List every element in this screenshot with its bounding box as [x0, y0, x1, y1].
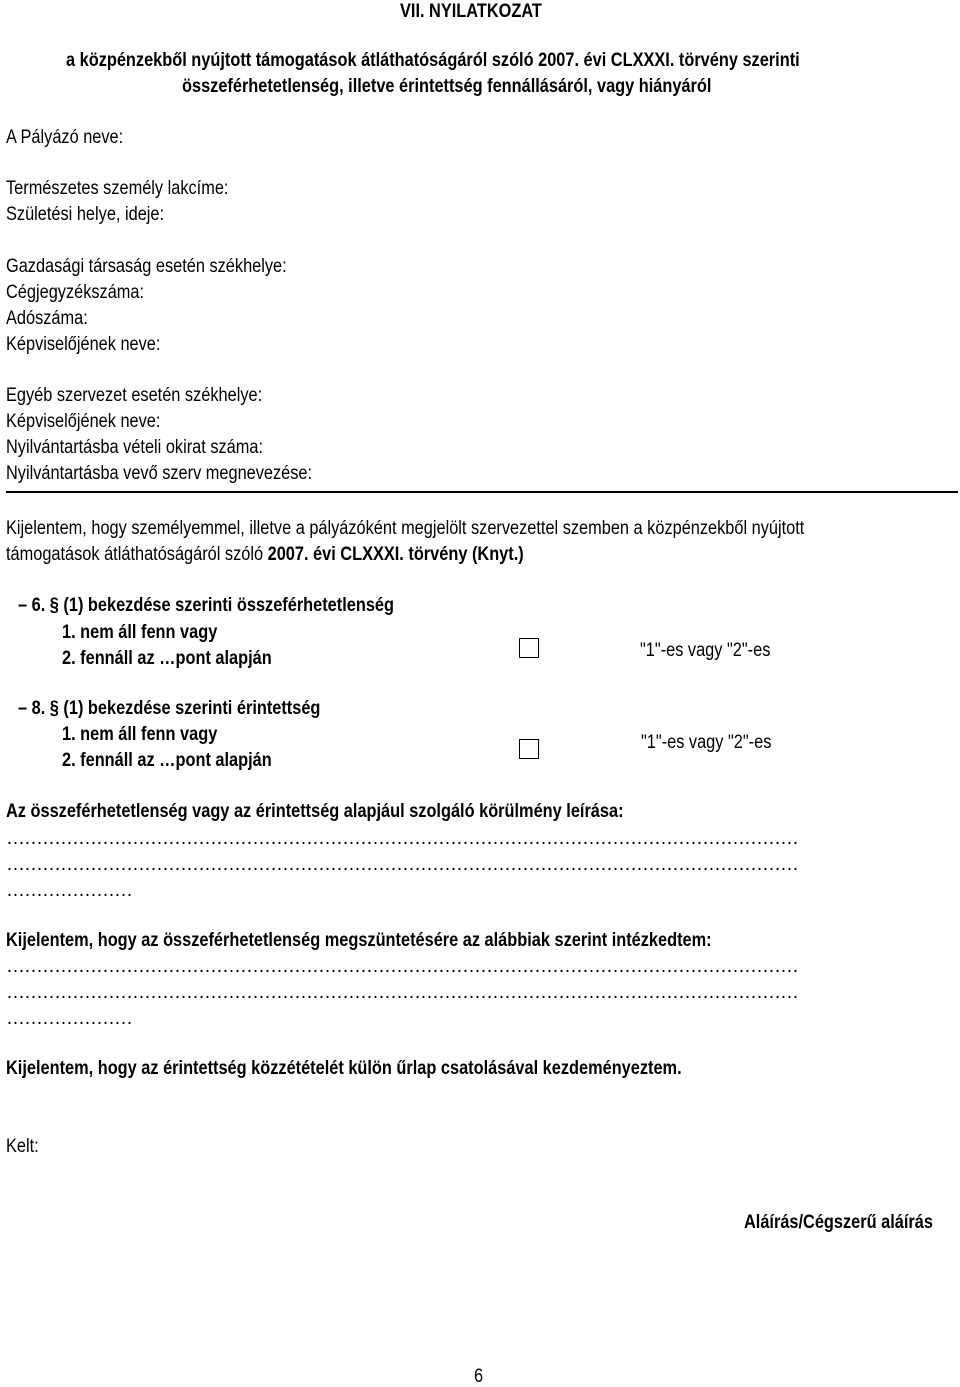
incompatibility-option-1: 1. nem áll fenn vagy [62, 622, 218, 643]
circumstance-dotted-line-2[interactable]: …………………………………………………………………………………………………………………… [6, 854, 798, 875]
applicant-name-label: A Pályázó neve: [6, 127, 124, 148]
involvement-checkbox-note: "1"-es vagy "2"-es [641, 732, 772, 753]
other-org-seat-label: Egyéb szervezet esetén székhelye: [6, 385, 263, 406]
registration-doc-number-label: Nyilvántartásba vételi okirat száma: [6, 437, 264, 458]
other-org-representative-label: Képviselőjének neve: [6, 411, 161, 432]
incompatibility-option-2: 2. fennáll az …pont alapján [62, 648, 272, 669]
circumstance-label: Az összeférhetetlenség vagy az érintettség alapjául szolgáló körülmény leírása: [6, 801, 624, 822]
page-number: 6 [474, 1366, 484, 1387]
incompatibility-heading: – 6. § (1) bekezdése szerinti összeférhetetlenség [18, 595, 394, 616]
subtitle-line-2: összeférhetetlenség, illetve érintettség fennállásáról, vagy hiányáról [182, 76, 712, 97]
measures-dotted-line-1[interactable]: …………………………………………………………………………………………………………………… [6, 956, 798, 977]
publication-statement: Kijelentem, hogy az érintettség közzétételét külön űrlap csatolásával kezdeményeztem. [6, 1058, 682, 1079]
measures-dotted-line-2[interactable]: …………………………………………………………………………………………………………………… [6, 982, 798, 1003]
law-reference: 2007. évi CLXXXI. törvény (Knyt.) [267, 544, 524, 565]
circumstance-dotted-line-3[interactable]: ………………… [6, 880, 132, 901]
signature-label: Aláírás/Cégszerű aláírás [744, 1212, 933, 1233]
involvement-option-2: 2. fennáll az …pont alapján [62, 750, 272, 771]
involvement-option-1: 1. nem áll fenn vagy [62, 724, 218, 745]
incompatibility-checkbox[interactable] [519, 638, 539, 658]
birth-place-date-label: Születési helye, ideje: [6, 204, 165, 225]
circumstance-dotted-line-1[interactable]: …………………………………………………………………………………………………………………… [6, 828, 798, 849]
natural-person-address-label: Természetes személy lakcíme: [6, 178, 229, 199]
measures-dotted-line-3[interactable]: ………………… [6, 1008, 132, 1029]
company-representative-label: Képviselőjének neve: [6, 334, 161, 355]
separator-rule [6, 491, 958, 493]
involvement-checkbox[interactable] [519, 739, 539, 759]
subtitle-line-1: a közpénzekből nyújtott támogatások átláthatóságáról szóló 2007. évi CLXXXI. törvény szerinti [66, 50, 800, 71]
registry-body-label: Nyilvántartásba vevő szerv megnevezése: [6, 463, 313, 484]
declaration-intro-line-2 [6, 544, 524, 566]
dated-label: Kelt: [6, 1136, 39, 1157]
section-title: VII. NYILATKOZAT [400, 1, 542, 22]
company-seat-label: Gazdasági társaság esetén székhelye: [6, 256, 287, 277]
incompatibility-checkbox-note: "1"-es vagy "2"-es [640, 640, 771, 661]
company-registry-number-label: Cégjegyzékszáma: [6, 282, 145, 303]
declaration-intro-line-1: Kijelentem, hogy személyemmel, illetve a pályázóként megjelölt szervezettel szemben a közpénzekből nyújtott [6, 518, 805, 539]
involvement-heading: – 8. § (1) bekezdése szerinti érintettség [18, 698, 321, 719]
declaration-intro-plain: támogatások átláthatóságáról szóló [6, 544, 268, 565]
measures-label: Kijelentem, hogy az összeférhetetlenség megszüntetésére az alábbiak szerint intézkedtem: [6, 930, 712, 951]
tax-number-label: Adószáma: [6, 308, 88, 329]
